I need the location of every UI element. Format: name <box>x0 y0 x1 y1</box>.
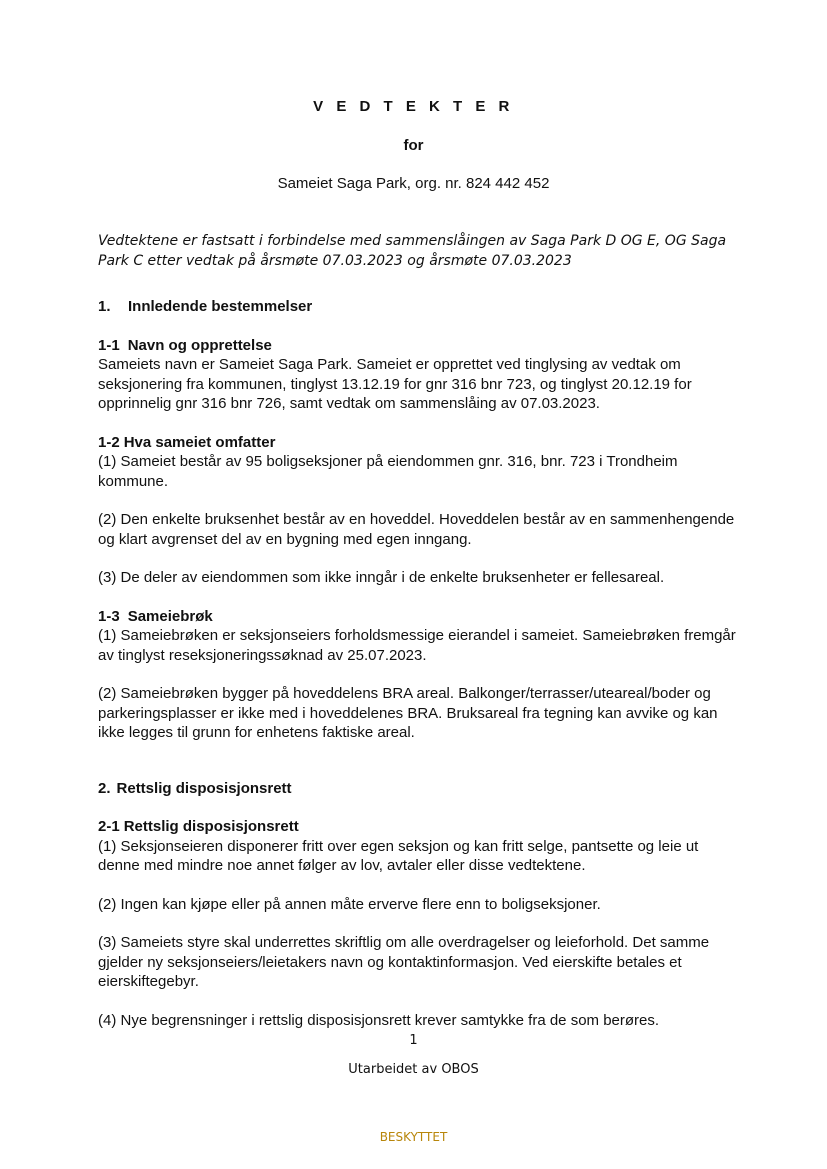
organization-line: Sameiet Saga Park, org. nr. 824 442 452 <box>277 175 550 192</box>
section-1-2-heading <box>98 433 738 453</box>
section-2-1-paragraph-4: (4) Nye begrensninger i rettslig disposisjonsrett krever samtykke fra de som berøres. <box>98 1011 660 1029</box>
section-1-3-title: Sameiebrøk <box>127 607 213 625</box>
document-body <box>98 297 738 1030</box>
section-1-3-number: 1-3 <box>98 607 120 625</box>
page-number: 1 <box>409 1033 418 1048</box>
section-1-1-title: Navn og opprettelse <box>127 336 272 354</box>
section-2-1-paragraph-2: (2) Ingen kan kjøpe eller på annen måte erverve flere enn to boligseksjoner. <box>98 895 601 913</box>
section-2-heading <box>98 779 738 799</box>
section-1-2-paragraph-2: (2) Den enkelte bruksenhet består av en hoveddel. Hoveddelen består av en sammenhengende og klart avgrenset del av en bygning med egen inngang. <box>98 511 735 548</box>
document-title: V E D T E K T E R <box>313 98 514 115</box>
section-1-2-paragraph-3: (3) De deler av eiendommen som ikke inngår i de enkelte bruksenheter er fellesareal. <box>98 569 665 586</box>
section-1-1-heading <box>98 336 738 356</box>
section-1-title: Innledende bestemmelser <box>128 298 313 315</box>
section-1-heading <box>98 297 738 317</box>
section-1-3-heading <box>98 607 738 627</box>
section-2-number: 2. <box>98 779 111 797</box>
section-1-2-paragraph-1: (1) Sameiet består av 95 boligseksjoner på eiendommen gnr. 316, bnr. 723 i Trondheim kommune. <box>98 453 678 490</box>
intro-statement: Vedtektene er fastsatt i forbindelse med sammenslåingen av Saga Park D OG E, OG Saga Park C etter vedtak på årsmøte 07.03.2023 og årsmøte 07.03.2023 <box>98 233 727 269</box>
section-2-title: Rettslig disposisjonsrett <box>116 779 292 797</box>
section-1-1-paragraph-1: Sameiets navn er Sameiet Saga Park. Sameiet er opprettet ved tinglysing av vedtak om seksjonering fra kommunen, tinglyst 13.12.19 for gnr 316 bnr 723, og tinglyst 20.12.19 for opprinnelig gnr 316 bnr 726, samt vedtak om sammenslåing av 07.03.2023. <box>98 356 692 412</box>
section-1-number: 1. <box>98 298 111 315</box>
section-1-2-title: Hva sameiet omfatter <box>123 433 276 451</box>
section-2-1-paragraph-1: (1) Seksjonseieren disponerer fritt over egen seksjon og kan fritt selge, pantsette og leie ut denne med mindre noe annet følger av lov, avtaler eller disse vedtektene. <box>98 837 699 874</box>
section-1-3-paragraph-2: (2) Sameiebrøken bygger på hoveddelens BRA areal. Balkonger/terrasser/uteareal/boder og parkeringsplasser er ikke med i hoveddelenes BRA. Bruksareal fra tegning kan avvike og kan ikke legges til grunn for enhetens faktiske areal. <box>98 685 718 741</box>
section-1-2-number: 1-2 <box>98 433 120 451</box>
section-1-1-number: 1-1 <box>98 336 120 354</box>
section-2-1-title: Rettslig disposisjonsrett <box>123 818 299 835</box>
section-2-1-number: 2-1 <box>98 818 120 835</box>
section-2-1-heading <box>98 817 738 837</box>
document-for-label: for <box>403 137 424 154</box>
prepared-by-footer: Utarbeidet av OBOS <box>348 1062 479 1077</box>
section-2-1-paragraph-3: (3) Sameiets styre skal underrettes skriftlig om alle overdragelser og leieforhold. Det samme gjelder ny seksjonseiers/leietakers navn og kontaktinformasjon. Ved eierskifte betales et eierskiftegebyr. <box>98 934 710 990</box>
section-1-3-paragraph-1: (1) Sameiebrøken er seksjonseiers forholdsmessige eierandel i sameiet. Sameiebrøken fremgår av tinglyst reseksjoneringssøknad av 25.07.2023. <box>98 627 736 664</box>
classification-label: BESKYTTET <box>379 1130 448 1144</box>
